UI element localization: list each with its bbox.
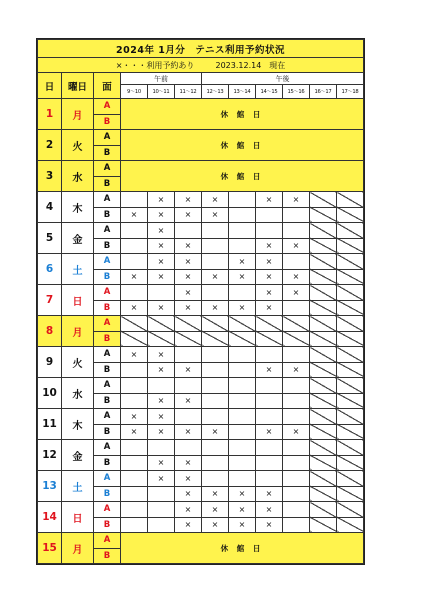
open-slot <box>121 486 148 502</box>
reserved-mark: × <box>175 486 202 502</box>
open-slot <box>175 440 202 456</box>
reserved-mark: × <box>148 455 175 471</box>
day-number: 9 <box>38 347 62 378</box>
day-row-5-court-A <box>38 223 364 239</box>
reserved-mark: × <box>202 300 229 316</box>
unavailable-slot <box>310 223 337 239</box>
day-number: 3 <box>38 161 62 192</box>
unavailable-slot <box>229 331 256 347</box>
unavailable-slot <box>310 455 337 471</box>
day-number: 10 <box>38 378 62 409</box>
weekday-label: 金 <box>62 440 94 471</box>
open-slot <box>229 471 256 487</box>
unavailable-slot <box>337 285 364 301</box>
court-label: A <box>94 316 121 332</box>
court-label: A <box>94 347 121 363</box>
court-label: B <box>94 145 121 161</box>
open-slot <box>229 362 256 378</box>
open-slot <box>283 223 310 239</box>
day-row-8-court-A <box>38 316 364 332</box>
unavailable-slot <box>337 331 364 347</box>
open-slot <box>121 471 148 487</box>
reserved-mark: × <box>175 285 202 301</box>
open-slot <box>229 424 256 440</box>
unavailable-slot <box>337 378 364 394</box>
open-slot <box>121 362 148 378</box>
unavailable-slot <box>310 269 337 285</box>
unavailable-slot <box>337 238 364 254</box>
open-slot <box>283 347 310 363</box>
reserved-mark: × <box>175 362 202 378</box>
unavailable-slot <box>337 517 364 533</box>
open-slot <box>283 440 310 456</box>
open-slot <box>229 285 256 301</box>
unavailable-slot <box>337 393 364 409</box>
reserved-mark: × <box>256 192 283 208</box>
weekday-label: 火 <box>62 130 94 161</box>
court-label: A <box>94 502 121 518</box>
weekday-label: 水 <box>62 378 94 409</box>
weekday-label: 日 <box>62 502 94 533</box>
unavailable-slot <box>337 316 364 332</box>
reserved-mark: × <box>121 409 148 425</box>
court-label: B <box>94 393 121 409</box>
open-slot <box>256 207 283 223</box>
court-label: B <box>94 486 121 502</box>
open-slot <box>256 347 283 363</box>
court-label: A <box>94 378 121 394</box>
court-label: A <box>94 285 121 301</box>
as-of-date: 2023.12.14 現在 <box>215 60 286 70</box>
reserved-mark: × <box>175 269 202 285</box>
unavailable-slot <box>337 455 364 471</box>
unavailable-slot <box>337 269 364 285</box>
reserved-mark: × <box>148 207 175 223</box>
open-slot <box>148 517 175 533</box>
open-slot <box>229 207 256 223</box>
weekday-label: 木 <box>62 192 94 223</box>
reserved-mark: × <box>202 207 229 223</box>
slot-header-7: 16～17 <box>310 85 337 99</box>
unavailable-slot <box>310 424 337 440</box>
court-label: A <box>94 440 121 456</box>
day-number: 6 <box>38 254 62 285</box>
reserved-mark: × <box>256 517 283 533</box>
unavailable-slot <box>229 316 256 332</box>
court-label: B <box>94 114 121 130</box>
weekday-label: 土 <box>62 254 94 285</box>
open-slot <box>283 455 310 471</box>
slot-header-3: 12～13 <box>202 85 229 99</box>
unavailable-slot <box>337 409 364 425</box>
open-slot <box>121 517 148 533</box>
day-row-14-court-A <box>38 502 364 518</box>
unavailable-slot <box>310 285 337 301</box>
unavailable-slot <box>121 331 148 347</box>
weekday-label: 日 <box>62 285 94 316</box>
open-slot <box>148 502 175 518</box>
reserved-mark: × <box>229 517 256 533</box>
open-slot <box>256 393 283 409</box>
open-slot <box>202 471 229 487</box>
open-slot <box>202 223 229 239</box>
reserved-mark: × <box>175 254 202 270</box>
reserved-mark: × <box>175 455 202 471</box>
reserved-mark: × <box>202 486 229 502</box>
open-slot <box>148 440 175 456</box>
day-row-4-court-A <box>38 192 364 208</box>
reserved-mark: × <box>256 424 283 440</box>
court-label: A <box>94 471 121 487</box>
unavailable-slot <box>337 362 364 378</box>
open-slot <box>121 238 148 254</box>
am-label: 午前 <box>121 73 202 85</box>
reserved-mark: × <box>256 300 283 316</box>
open-slot <box>121 192 148 208</box>
open-slot <box>121 455 148 471</box>
day-row-3-court-A <box>38 161 364 177</box>
unavailable-slot <box>202 316 229 332</box>
unavailable-slot <box>283 331 310 347</box>
reserved-mark: × <box>202 269 229 285</box>
open-slot <box>202 378 229 394</box>
day-number: 1 <box>38 99 62 130</box>
open-slot <box>121 393 148 409</box>
reserved-mark: × <box>175 517 202 533</box>
open-slot <box>175 409 202 425</box>
day-number: 2 <box>38 130 62 161</box>
court-label: B <box>94 548 121 564</box>
slot-header-8: 17～18 <box>337 85 364 99</box>
reserved-mark: × <box>175 192 202 208</box>
unavailable-slot <box>256 331 283 347</box>
pm-label: 午後 <box>202 73 364 85</box>
unavailable-slot <box>337 223 364 239</box>
reserved-mark: × <box>256 285 283 301</box>
reserved-mark: × <box>229 300 256 316</box>
weekday-label: 月 <box>62 316 94 347</box>
open-slot <box>121 254 148 270</box>
weekday-label: 月 <box>62 533 94 564</box>
day-row-2-court-A <box>38 130 364 146</box>
unavailable-slot <box>310 238 337 254</box>
reserved-mark: × <box>229 486 256 502</box>
reserved-mark: × <box>121 424 148 440</box>
court-label: B <box>94 269 121 285</box>
reserved-mark: × <box>148 409 175 425</box>
unavailable-slot <box>310 486 337 502</box>
court-column-header: 面 <box>94 73 121 99</box>
open-slot <box>283 393 310 409</box>
court-label: B <box>94 455 121 471</box>
slot-header-6: 15～16 <box>283 85 310 99</box>
legend-text: ×・・・利用予約あり <box>115 60 195 70</box>
open-slot <box>148 285 175 301</box>
slot-header-5: 14～15 <box>256 85 283 99</box>
weekday-column-header: 曜日 <box>62 73 94 99</box>
open-slot <box>283 517 310 533</box>
reserved-mark: × <box>175 300 202 316</box>
open-slot <box>256 223 283 239</box>
reserved-mark: × <box>229 502 256 518</box>
open-slot <box>148 378 175 394</box>
closed-day-label: 休 館 日 <box>121 130 364 161</box>
open-slot <box>202 409 229 425</box>
day-row-11-court-A <box>38 409 364 425</box>
weekday-label: 木 <box>62 409 94 440</box>
schedule-table <box>37 39 364 564</box>
reserved-mark: × <box>256 486 283 502</box>
day-row-13-court-A <box>38 471 364 487</box>
open-slot <box>256 471 283 487</box>
day-column-header: 日 <box>38 73 62 99</box>
reserved-mark: × <box>256 502 283 518</box>
day-row-9-court-A <box>38 347 364 363</box>
weekday-label: 金 <box>62 223 94 254</box>
open-slot <box>202 254 229 270</box>
day-row-10-court-A <box>38 378 364 394</box>
reserved-mark: × <box>256 362 283 378</box>
unavailable-slot <box>310 517 337 533</box>
reserved-mark: × <box>121 347 148 363</box>
reserved-mark: × <box>256 238 283 254</box>
reserved-mark: × <box>256 269 283 285</box>
open-slot <box>202 362 229 378</box>
weekday-label: 月 <box>62 99 94 130</box>
unavailable-slot <box>175 331 202 347</box>
day-row-6-court-A <box>38 254 364 270</box>
reserved-mark: × <box>148 223 175 239</box>
open-slot <box>229 393 256 409</box>
unavailable-slot <box>310 331 337 347</box>
unavailable-slot <box>337 207 364 223</box>
reserved-mark: × <box>202 192 229 208</box>
day-number: 5 <box>38 223 62 254</box>
page-title: 2024年 1月分 テニス利用予約状況 <box>38 40 364 58</box>
open-slot <box>283 207 310 223</box>
slot-header-4: 13～14 <box>229 85 256 99</box>
unavailable-slot <box>121 316 148 332</box>
reserved-mark: × <box>148 424 175 440</box>
open-slot <box>229 455 256 471</box>
open-slot <box>148 486 175 502</box>
open-slot <box>283 502 310 518</box>
reserved-mark: × <box>175 424 202 440</box>
open-slot <box>202 455 229 471</box>
open-slot <box>283 300 310 316</box>
reserved-mark: × <box>148 254 175 270</box>
unavailable-slot <box>310 362 337 378</box>
open-slot <box>229 192 256 208</box>
open-slot <box>256 440 283 456</box>
day-number: 15 <box>38 533 62 564</box>
open-slot <box>229 347 256 363</box>
court-label: A <box>94 161 121 177</box>
reserved-mark: × <box>121 269 148 285</box>
unavailable-slot <box>337 486 364 502</box>
open-slot <box>229 409 256 425</box>
unavailable-slot <box>175 316 202 332</box>
reserved-mark: × <box>148 269 175 285</box>
reserved-mark: × <box>229 269 256 285</box>
open-slot <box>121 502 148 518</box>
open-slot <box>229 238 256 254</box>
court-label: B <box>94 176 121 192</box>
reserved-mark: × <box>121 300 148 316</box>
unavailable-slot <box>310 409 337 425</box>
unavailable-slot <box>148 316 175 332</box>
day-number: 12 <box>38 440 62 471</box>
court-label: A <box>94 409 121 425</box>
open-slot <box>121 285 148 301</box>
closed-day-label: 休 館 日 <box>121 161 364 192</box>
day-number: 4 <box>38 192 62 223</box>
weekday-label: 火 <box>62 347 94 378</box>
unavailable-slot <box>310 502 337 518</box>
unavailable-slot <box>310 316 337 332</box>
day-number: 14 <box>38 502 62 533</box>
reserved-mark: × <box>175 471 202 487</box>
day-number: 13 <box>38 471 62 502</box>
reserved-mark: × <box>148 347 175 363</box>
reserved-mark: × <box>148 300 175 316</box>
unavailable-slot <box>310 378 337 394</box>
weekday-label: 水 <box>62 161 94 192</box>
court-label: A <box>94 223 121 239</box>
open-slot <box>175 378 202 394</box>
unavailable-slot <box>148 331 175 347</box>
reserved-mark: × <box>256 254 283 270</box>
reservation-sheet <box>36 38 365 565</box>
slot-header-1: 10～11 <box>148 85 175 99</box>
open-slot <box>202 285 229 301</box>
unavailable-slot <box>310 300 337 316</box>
open-slot <box>229 223 256 239</box>
open-slot <box>229 440 256 456</box>
unavailable-slot <box>310 207 337 223</box>
reserved-mark: × <box>148 238 175 254</box>
unavailable-slot <box>310 192 337 208</box>
court-label: B <box>94 517 121 533</box>
reserved-mark: × <box>283 238 310 254</box>
closed-day-label: 休 館 日 <box>121 99 364 130</box>
reserved-mark: × <box>229 254 256 270</box>
unavailable-slot <box>337 192 364 208</box>
reserved-mark: × <box>175 393 202 409</box>
unavailable-slot <box>337 502 364 518</box>
unavailable-slot <box>202 331 229 347</box>
day-row-7-court-A <box>38 285 364 301</box>
unavailable-slot <box>256 316 283 332</box>
day-number: 7 <box>38 285 62 316</box>
unavailable-slot <box>337 424 364 440</box>
day-row-15-court-A <box>38 533 364 549</box>
open-slot <box>121 223 148 239</box>
court-label: A <box>94 99 121 115</box>
open-slot <box>202 440 229 456</box>
open-slot <box>283 471 310 487</box>
unavailable-slot <box>310 440 337 456</box>
unavailable-slot <box>337 347 364 363</box>
weekday-label: 土 <box>62 471 94 502</box>
court-label: B <box>94 300 121 316</box>
day-number: 8 <box>38 316 62 347</box>
reserved-mark: × <box>175 238 202 254</box>
reserved-mark: × <box>148 471 175 487</box>
slot-header-0: 9～10 <box>121 85 148 99</box>
court-label: A <box>94 254 121 270</box>
reserved-mark: × <box>148 393 175 409</box>
court-label: B <box>94 424 121 440</box>
open-slot <box>283 409 310 425</box>
unavailable-slot <box>283 316 310 332</box>
reserved-mark: × <box>121 207 148 223</box>
reserved-mark: × <box>283 192 310 208</box>
court-label: B <box>94 362 121 378</box>
court-label: A <box>94 130 121 146</box>
open-slot <box>283 486 310 502</box>
open-slot <box>202 347 229 363</box>
closed-day-label: 休 館 日 <box>121 533 364 564</box>
court-label: B <box>94 331 121 347</box>
open-slot <box>283 254 310 270</box>
reserved-mark: × <box>283 424 310 440</box>
open-slot <box>256 455 283 471</box>
open-slot <box>175 223 202 239</box>
unavailable-slot <box>337 440 364 456</box>
unavailable-slot <box>337 300 364 316</box>
reserved-mark: × <box>283 269 310 285</box>
reserved-mark: × <box>175 207 202 223</box>
unavailable-slot <box>310 254 337 270</box>
court-label: A <box>94 533 121 549</box>
reserved-mark: × <box>148 362 175 378</box>
day-row-12-court-A <box>38 440 364 456</box>
court-label: A <box>94 192 121 208</box>
open-slot <box>283 378 310 394</box>
open-slot <box>121 440 148 456</box>
unavailable-slot <box>310 471 337 487</box>
reserved-mark: × <box>283 285 310 301</box>
reserved-mark: × <box>148 192 175 208</box>
day-row-1-court-A <box>38 99 364 115</box>
unavailable-slot <box>310 393 337 409</box>
court-label: B <box>94 207 121 223</box>
slot-header-2: 11～12 <box>175 85 202 99</box>
reserved-mark: × <box>202 517 229 533</box>
open-slot <box>202 393 229 409</box>
legend-and-date <box>38 58 364 73</box>
reserved-mark: × <box>283 362 310 378</box>
open-slot <box>229 378 256 394</box>
day-number: 11 <box>38 409 62 440</box>
court-label: B <box>94 238 121 254</box>
open-slot <box>256 378 283 394</box>
reserved-mark: × <box>202 424 229 440</box>
unavailable-slot <box>310 347 337 363</box>
reserved-mark: × <box>175 502 202 518</box>
open-slot <box>202 238 229 254</box>
open-slot <box>121 378 148 394</box>
unavailable-slot <box>337 471 364 487</box>
open-slot <box>175 347 202 363</box>
open-slot <box>256 409 283 425</box>
reserved-mark: × <box>202 502 229 518</box>
unavailable-slot <box>337 254 364 270</box>
